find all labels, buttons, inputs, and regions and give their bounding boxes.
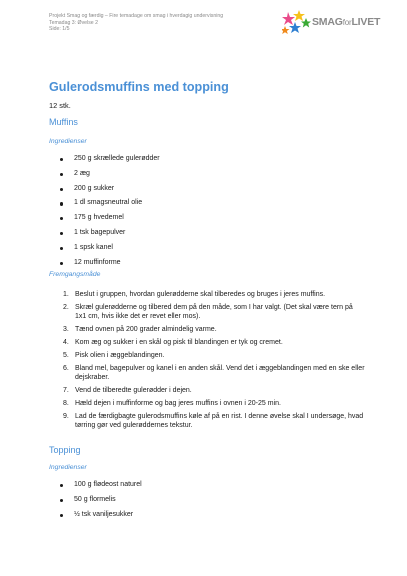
list-item: 1 dl smagsneutral olie — [60, 199, 160, 214]
list-item: 8. Hæld dejen i muffinforme og bag jeres muffins i ovnen i 20-25 min. — [63, 399, 281, 407]
list-item: 9. Lad de færdigbagte gulerodsmuffins køle af på en rist. I denne øvelse skal I undersøge, hvad tørring gør ved gulerøddernes tekstur. — [63, 412, 364, 429]
muffins-heading: Muffins — [49, 117, 78, 127]
list-item: 2 æg — [60, 170, 160, 185]
bullet-icon — [60, 484, 63, 487]
header-theme-day-line: Temadag 3: Øvelse 2 — [49, 19, 99, 26]
list-item: 5. Pisk olien i æggeblandingen. — [63, 351, 165, 359]
bullet-icon — [60, 188, 63, 191]
method-heading: Fremgangsmåde — [49, 271, 101, 278]
list-item: 7. Vend de tilberedte gulerødder i dejen. — [63, 386, 192, 394]
list-item: 175 g hvedemel — [60, 214, 160, 229]
topping-ingredients-heading: Ingredienser — [49, 464, 87, 471]
bullet-icon — [60, 202, 63, 205]
header-page-line: Side: 1/5 — [49, 26, 70, 33]
bullet-icon — [60, 262, 63, 265]
logo-text-for: for — [342, 18, 352, 27]
list-item: 3. Tænd ovnen på 200 grader almindelig varme. — [63, 325, 217, 333]
list-item: 250 g skrællede gulerødder — [60, 155, 160, 170]
list-item: 200 g sukker — [60, 185, 160, 200]
header-project-line: Projekt Smag og færdig – Fire temadage om smag i hverdagig undervisning — [49, 13, 224, 19]
list-item: 12 muffinforme — [60, 259, 160, 274]
logo-text-livet: LIVET — [351, 16, 381, 28]
list-item: ½ tsk vaniljesukker — [60, 511, 142, 526]
topping-ingredient-list — [60, 481, 142, 526]
logo-text-smag: SMAG — [312, 16, 343, 28]
bullet-icon — [60, 247, 63, 250]
smag-for-livet-logo — [282, 10, 381, 34]
header-meta — [49, 13, 223, 33]
list-item: 2. Skræl gulerødderne og tilbered dem på den måde, som I har valgt. (Det skal være tern på 1x1 cm, hvis ikke det er revet eller mos). — [63, 304, 353, 320]
muffins-ingredient-list — [60, 155, 160, 273]
bullet-icon — [60, 232, 63, 235]
servings: 12 stk. — [49, 101, 71, 110]
bullet-icon — [60, 217, 63, 220]
list-item: 1 spsk kanel — [60, 244, 160, 259]
bullet-icon — [60, 499, 63, 502]
logo-wordmark — [312, 16, 380, 28]
bullet-icon — [60, 173, 63, 176]
topping-heading: Topping — [49, 445, 81, 455]
list-item: 1 tsk bagepulver — [60, 229, 160, 244]
method-step-list — [63, 291, 365, 430]
list-item: 6. Bland mel, bagepulver og kanel i en anden skål. Vend det i æggeblandingen med en ske eller dejskraber. — [63, 365, 365, 381]
list-item: 4. Kom æg og sukker i en skål og pisk til blandingen er tyk og cremet. — [63, 338, 283, 346]
smag-for-livet-logo-icon — [282, 10, 312, 34]
list-item: 50 g flormelis — [60, 496, 142, 511]
bullet-icon — [60, 158, 63, 161]
muffins-ingredients-heading: Ingredienser — [49, 138, 87, 145]
list-item: 100 g flødeost naturel — [60, 481, 142, 496]
recipe-title: Gulerodsmuffins med topping — [49, 80, 229, 94]
list-item: 1. Beslut i gruppen, hvordan gulerødderne skal tilberedes og bruges i jeres muffins. — [63, 291, 326, 298]
bullet-icon — [60, 514, 63, 517]
